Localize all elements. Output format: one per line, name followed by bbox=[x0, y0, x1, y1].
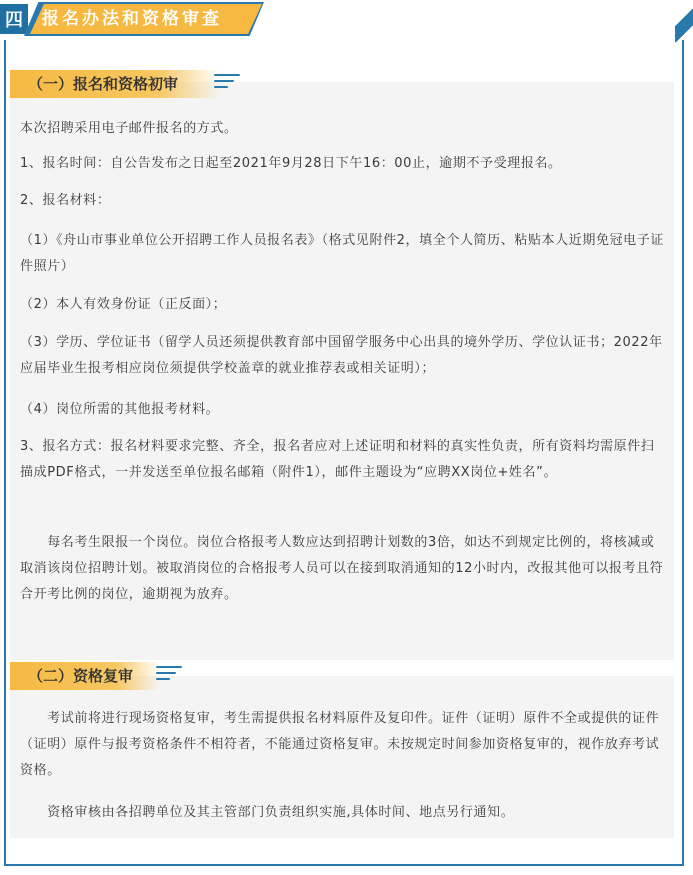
section1-paragraph: 3、报名方式：报名材料要求完整、齐全，报名者应对上述证明和材料的真实性负责，所有资料均需原件扫描成PDF格式，一并发送至单位报名邮箱（附件1），邮件主题设为“应聘XX岗位+姓名”。 bbox=[20, 439, 655, 480]
section2-title: （二）资格复审 bbox=[10, 662, 160, 690]
header-stripe-decoration bbox=[675, 4, 693, 42]
section1-paragraph: 2、报名材料： bbox=[20, 193, 111, 208]
header-title: 报名办法和资格审查 bbox=[42, 9, 222, 29]
section1-paragraph: （4）岗位所需的其他报考材料。 bbox=[20, 402, 220, 417]
section2-paragraph: 考试前将进行现场资格复审，考生需提供报名材料原件及复印件。证件（证明）原件不全或提供的证件（证明）原件与报考资格条件不相符者，不能通过资格复审。未按规定时间参加资格复审的，视作放弃考试资格。 bbox=[20, 711, 660, 778]
section-number: 四 bbox=[0, 4, 28, 34]
section1-paragraph: （3）学历、学位证书（留学人员还须提供教育部中国留学服务中心出具的境外学历、学位认证书；2022年应届毕业生报考相应岗位须提供学校盖章的就业推荐表或相关证明）； bbox=[20, 335, 663, 376]
section2-paragraph: 资格审核由各招聘单位及其主管部门负责组织实施,具体时间、地点另行通知。 bbox=[20, 805, 515, 820]
section1-paragraph: 1、报名时间：自公告发布之日起至2021年9月28日下午16：00止，逾期不予受理报名。 bbox=[20, 156, 562, 171]
section-header bbox=[0, 0, 693, 40]
section1-paragraph: （2）本人有效身份证（正反面）； bbox=[20, 297, 227, 312]
section1-title: （一）报名和资格初审 bbox=[10, 70, 220, 98]
section1-paragraph: （1）《舟山市事业单位公开招聘工作人员报名表》（格式见附件2，填全个人简历、粘贴本人近期免冠电子证件照片） bbox=[20, 233, 664, 274]
section1-paragraph: 本次招聘采用电子邮件报名的方式。 bbox=[20, 121, 238, 136]
menu-lines-icon bbox=[214, 74, 240, 92]
section1-paragraph: 每名考生限报一个岗位。岗位合格报考人数应达到招聘计划数的3倍，如达不到规定比例的，将核减或取消该岗位招聘计划。被取消岗位的合格报考人员可以在接到取消通知的12小时内，改报其他可以报考且符合开考比例的岗位，逾期视为放弃。 bbox=[20, 535, 664, 602]
menu-lines-icon bbox=[156, 666, 182, 684]
